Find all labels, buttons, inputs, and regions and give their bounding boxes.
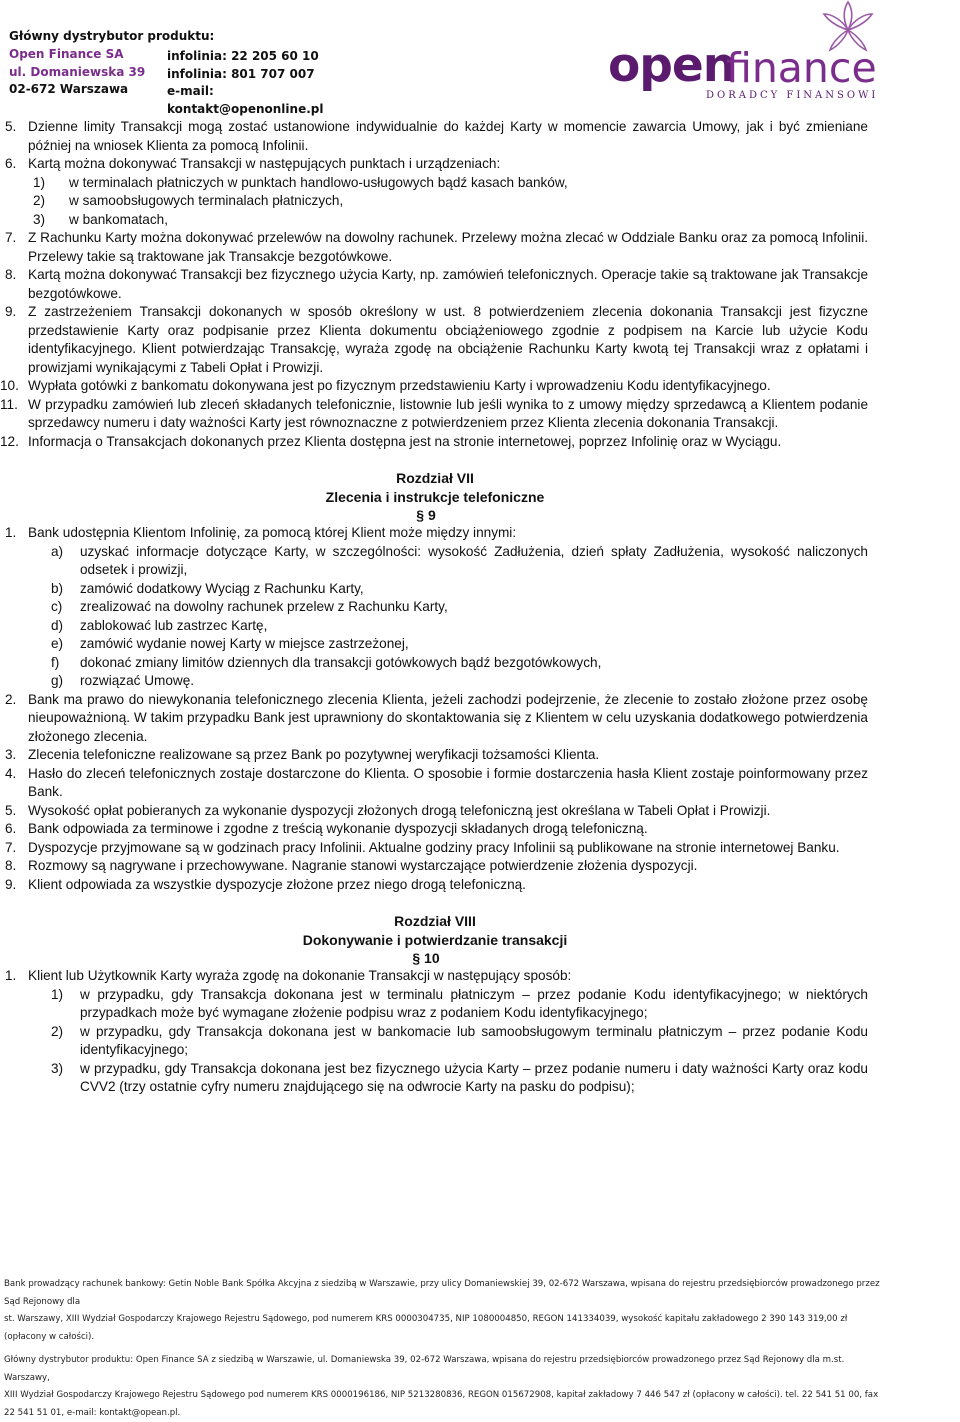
ch7-paragraph-8: 8. Rozmowy są nagrywane i przechowywane. Nagranie stanowi wystarczające potwierdzenie złożenia dyspozycji. [0, 857, 960, 876]
paragraph-8: 8. Kartą można dokonywać Transakcji bez fizycznego użycia Karty, np. zamówień telefonicznych. Operacje takie są traktowane jak Transakcje bezgotówkowe. [0, 266, 960, 303]
chapter-8-subtitle: Dokonywanie i potwierdzanie transakcji [0, 931, 870, 950]
logo-word-open: open [608, 38, 735, 93]
distributor-address [9, 46, 179, 99]
footer-bank-line-1: Bank prowadzący rachunek bankowy: Getin Noble Bank Spółka Akcyjna z siedzibą w Warszawie, przy ulicy Domaniewskiej 39, 02-672 Warszawa, wpisana do rejestru przedsiębiorców prowadzonego przez Sąd Rejonowy dla [4, 1276, 884, 1311]
paragraph-5: 5. Dzienne limity Transakcji mogą zostać ustanowione indywidualnie do każdej Karty w momencie zawarcia Umowy, jak i być zmieniane później na wniosek Klienta za pomocą Infolinii. [0, 118, 960, 155]
list-item: 3) w bankomatach, [0, 211, 960, 230]
section-10-heading: § 10 [0, 949, 852, 967]
paragraph-7: 7. Z Rachunku Karty można dokonywać przelewów na dowolny rachunek. Przelewy można zlecać w Oddziale Banku oraz za pomocą Infolinii. Przelewy takie są traktowane jak Transakcje bezgotówkowe. [0, 229, 960, 266]
ch7-paragraph-1: 1. Bank udostępnia Klientom Infolinię, za pomocą której Klient może między innymi: [0, 524, 960, 543]
list-item: c) zrealizować na dowolny rachunek przelew z Rachunku Karty, [0, 598, 960, 617]
list-item: 3) w przypadku, gdy Transakcja dokonana jest bez fizycznego użycia Karty – przez podanie numeru i daty ważności Karty oraz kodu CVV2 (trzy ostatnie cyfry numeru znajdującego się na odwrocie Karty na pasku do podpisu); [0, 1060, 960, 1097]
list-item: f) dokonać zmiany limitów dziennych dla transakcji gotówkowych bądź bezgotówkowych, [0, 654, 960, 673]
list-item: g) rozwiązać Umowę. [0, 672, 960, 691]
ch7-paragraph-3: 3. Zlecenia telefoniczne realizowane są przez Bank po pozytywnej weryfikacji tożsamości Klienta. [0, 746, 960, 765]
list-item: 2) w przypadku, gdy Transakcja dokonana jest w bankomacie lub samoobsługowym terminalu płatniczym – przez podanie Kodu identyfikacyjnego; [0, 1023, 960, 1060]
chapter-7-title: Rozdział VII [0, 469, 870, 488]
list-item: 2) w samoobsługowych terminalach płatniczych, [0, 192, 960, 211]
company-city: 02-672 Warszawa [9, 81, 179, 99]
hotline-2: infolinia: 801 707 007 [167, 66, 367, 84]
list-item: d) zablokować lub zastrzec Kartę, [0, 617, 960, 636]
footer-bank-line-2: st. Warszawy, XIII Wydział Gospodarczy Krajowego Rejestru Sądowego, pod numerem KRS 0000304735, NIP 1080004850, REGON 141334039, wysokość kapitału zakładowego 2 390 143 319,00 zł (opłacony w całości). [4, 1311, 884, 1346]
ch7-paragraph-5: 5. Wysokość opłat pobieranych za wykonanie dyspozycji złożonych drogą telefoniczną jest określana w Tabeli Opłat i Prowizji. [0, 802, 960, 821]
logo-tagline: DORADCY FINANSOWI [706, 90, 878, 101]
legal-footer [4, 1276, 884, 1422]
distributor-label: Główny dystrybutor produktu: [9, 28, 214, 46]
hotline-1: infolinia: 22 205 60 10 [167, 48, 367, 66]
paragraph-6: 6. Kartą można dokonywać Transakcji w następujących punktach i urządzeniach: [0, 155, 960, 174]
logo-word-finance: finance [726, 44, 877, 92]
chapter-8-title: Rozdział VIII [0, 912, 870, 931]
ch7-paragraph-6: 6. Bank odpowiada za terminowe i zgodne z treścią wykonanie dyspozycji składanych drogą telefoniczną. [0, 820, 960, 839]
company-name: Open Finance SA [9, 46, 179, 64]
paragraph-11: 11. W przypadku zamówień lub zleceń składanych telefonicznie, listownie lub jeśli wynika to z umowy między sprzedawcą a Klientem podanie sprzedawcy numeru i daty ważności Karty jest równoznaczne z potwierdzeniem przez Klienta zlecenia dokonania Transakcji. [0, 396, 960, 433]
open-finance-logo [608, 30, 880, 110]
list-item: 1) w terminalach płatniczych w punktach handlowo-usługowych bądź kasach banków, [0, 174, 960, 193]
list-item: 1) w przypadku, gdy Transakcja dokonana jest w terminalu płatniczym – przez podanie Kodu identyfikacyjnego; w niektórych przypadkach może być wymagane złożenie podpisu wraz z podaniem Kodu identyfikacyjnego; [0, 986, 960, 1023]
ch7-paragraph-9: 9. Klient odpowiada za wszystkie dyspozycje złożone przez niego drogą telefoniczną. [0, 876, 960, 895]
document-body [0, 118, 960, 1097]
footer-distributor-line-3: 22 541 51 01, e-mail: kontakt@opean.pl. [4, 1405, 884, 1422]
ch8-paragraph-1: 1. Klient lub Użytkownik Karty wyraża zgodę na dokonanie Transakcji w następujący sposób: [0, 967, 960, 986]
paragraph-9: 9. Z zastrzeżeniem Transakcji dokonanych w sposób określony w ust. 8 potwierdzeniem zlecenia dokonania Transakcji jest fizyczne przedstawienie Karty oraz podpisanie przez Klienta dokumentu obciążeniowego zgodnie z podpisem na Karcie lub użycie Kodu identyfikacyjnego. Klient potwierdzając Transakcję, wyraża zgodę na obciążenie Rachunku Karty kwotą tej Transakcji wraz z opłatami i prowizjami wynikającymi z Tabeli Opłat i Prowizji. [0, 303, 960, 377]
ch7-paragraph-2: 2. Bank ma prawo do niewykonania telefonicznego zlecenia Klienta, jeżeli zachodzi podejrzenie, że zlecenie to zostało złożone przez osobę nieupoważnioną. W takim przypadku Bank jest uprawniony do skontaktowania się z Klientem w celu uzyskania dodatkowego potwierdzenia złożonego zlecenia. [0, 691, 960, 747]
footer-distributor-line-1: Główny dystrybutor produktu: Open Finance SA z siedzibą w Warszawie, ul. Domaniewska 39, 02-672 Warszawa, wpisana do rejestru przedsiębiorców prowadzonego przez Sąd Rejonowy dla m.st. Warszawy, [4, 1352, 884, 1387]
contact-email: e-mail: kontakt@openonline.pl [167, 83, 367, 118]
ch7-paragraph-4: 4. Hasło do zleceń telefonicznych zostaje dostarczone do Klienta. O sposobie i formie dostarczenia hasła Klient zostaje poinformowany przez Bank. [0, 765, 960, 802]
list-item: e) zamówić wydanie nowej Karty w miejsce zastrzeżonej, [0, 635, 960, 654]
ch7-paragraph-7: 7. Dyspozycje przyjmowane są w godzinach pracy Infolinii. Aktualne godziny pracy Infolinii są publikowane na stronie internetowej Banku. [0, 839, 960, 858]
list-item: b) zamówić dodatkowy Wyciąg z Rachunku Karty, [0, 580, 960, 599]
distributor-header [5, 30, 255, 100]
section-9-heading: § 9 [0, 506, 852, 524]
paragraph-12: 12. Informacja o Transakcjach dokonanych przez Klienta dostępna jest na stronie internetowej, poprzez Infolinię oraz w Wyciągu. [0, 433, 960, 452]
company-street: ul. Domaniewska 39 [9, 64, 179, 82]
distributor-contact [167, 48, 367, 118]
chapter-7-subtitle: Zlecenia i instrukcje telefoniczne [0, 488, 870, 507]
footer-distributor-line-2: XIII Wydział Gospodarczy Krajowego Rejestru Sądowego pod numerem KRS 0000196186, NIP 5213280836, REGON 015672908, kapitał zakładowy 7 446 547 zł (opłacony w całości). tel. 22 541 51 00, fax [4, 1387, 884, 1405]
paragraph-10: 10. Wypłata gotówki z bankomatu dokonywana jest po fizycznym przedstawieniu Karty i wprowadzeniu Kodu identyfikacyjnego. [0, 377, 960, 396]
list-item: a) uzyskać informacje dotyczące Karty, w szczególności: wysokość Zadłużenia, dzień spłaty Zadłużenia, wysokość naliczonych odsetek i prowizji, [0, 543, 960, 580]
